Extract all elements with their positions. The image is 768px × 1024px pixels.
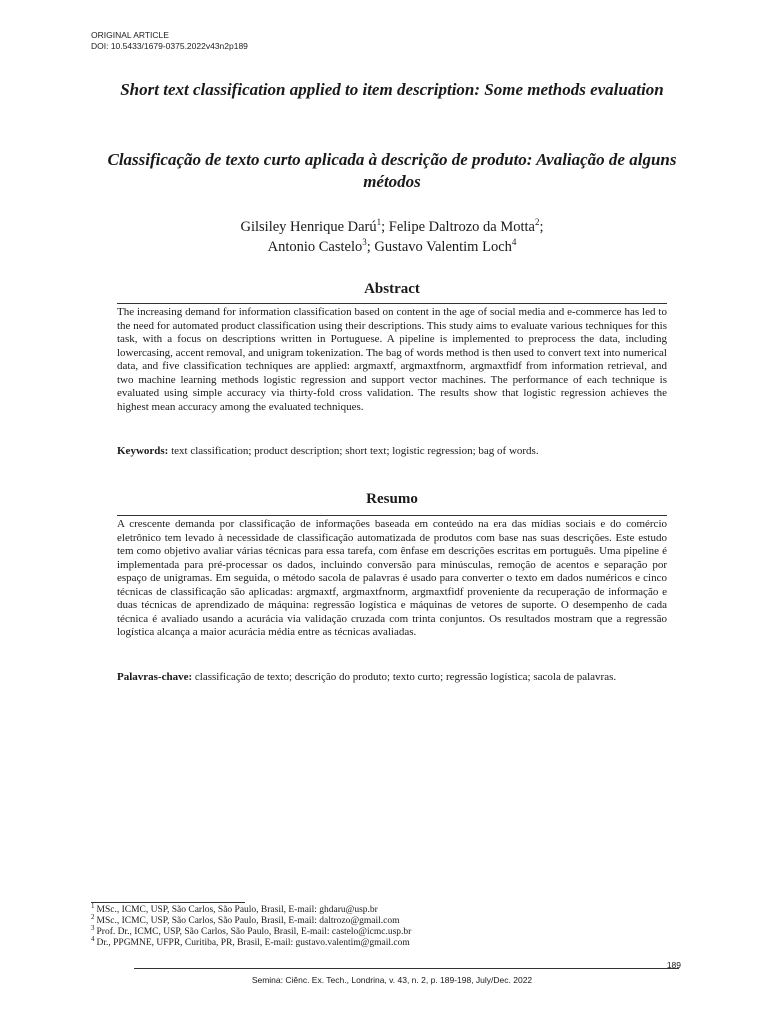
author-separator: ; — [539, 219, 544, 235]
abstract-divider — [117, 303, 667, 304]
author-name: Felipe Daltrozo da Motta — [388, 219, 535, 235]
footnote-item — [91, 923, 412, 938]
footer-divider — [134, 968, 679, 969]
author-affiliation-mark: 1 — [376, 217, 382, 228]
page-number: 189 — [666, 960, 681, 970]
footnote-mark: 1 — [91, 901, 95, 910]
journal-citation: Semina: Ciênc. Ex. Tech., Londrina, v. 43, n. 2, p. 189-198, July/Dec. 2022 — [251, 975, 533, 985]
title-english: Short text classification applied to item description: Some methods evaluation — [120, 80, 664, 99]
palavras-chave-label: Palavras-chave: — [117, 671, 193, 683]
author-name: Gilsiley Henrique Darú — [240, 219, 377, 235]
footnote-text: Prof. Dr., ICMC, USP, São Carlos, São Paulo, Brasil, E-mail: castelo@icmc.usp.br — [96, 927, 412, 937]
footnote-item — [91, 934, 411, 949]
author-affiliation-mark: 4 — [511, 237, 517, 248]
footnotes — [91, 901, 412, 949]
article-type-label: ORIGINAL ARTICLE — [91, 30, 169, 40]
article-header — [91, 30, 248, 52]
doi-label: DOI: 10.5433/1679-0375.2022v43n2p189 — [91, 41, 248, 51]
author-list — [100, 217, 684, 257]
resumo-heading: Resumo — [366, 491, 418, 507]
abstract-text: The increasing demand for information classification based on content in the age of social media and e-commerce has led to the need for automated product classification using their descriptions. This study aims to evaluate various techniques for this task, with a focus on descriptions written in Portuguese. A pipeline is implemented to preprocess the data, including lowercasing, accent removal, and unigram tokenization. The bag of words method is then used to convert text into numerical data, and five classification techniques are applied: argmaxtf, argmaxtfnorm, argmaxtfidf from information retrieval, and two machine learning methods logistic regression and support vector machines. The performance of each technique is evaluated using simple accuracy via thirty-fold cross validation. The results show that logistic regression achieves the highest mean accuracy among the evaluated techniques. — [117, 306, 667, 413]
palavras-chave-value: classificação de texto; descrição do produto; texto curto; regressão logística; sacola de palavras. — [194, 671, 617, 683]
footnote-mark: 2 — [91, 912, 95, 921]
footnote-mark: 3 — [91, 923, 95, 932]
footnote-mark: 4 — [91, 934, 95, 943]
resumo-text: A crescente demanda por classificação de informações baseada em conteúdo na era das mídias sociais e do comércio eletrônico tem levado à necessidade de classificação automatizada de produtos com base nas suas descrições. Este estudo tem como objetivo avaliar várias técnicas para essa tarefa, com ênfase em descrições escritas em português. Uma pipeline é implementada para pré-processar os dados, incluindo conversão para minúsculas, remoção de acentos e separação por espaço de unigramas. Em seguida, o método sacola de palavras é usado para converter o texto em dados numéricos e cinco técnicas de classificação são aplicadas: argmaxtf, argmaxtfnorm, argmaxtfidf proveniente da recuperação de informação e duas técnicas de aprendizado de máquina: regressão logística e máquinas de vetores de suporte. O desempenho de cada técnica é avaliado usando a acurácia via validação cruzada com trinta conjuntos. Os resultados mostram que a regressão logística alcança a maior acurácia média entre as técnicas avaliadas. — [117, 518, 667, 638]
footnote-text: MSc., ICMC, USP, São Carlos, São Paulo, Brasil, E-mail: ghdaru@usp.br — [96, 905, 378, 915]
footnote-divider — [91, 902, 245, 903]
abstract-heading: Abstract — [364, 281, 420, 297]
resumo-keywords — [117, 671, 667, 685]
author-separator: ; — [381, 219, 389, 235]
footnote-text: MSc., ICMC, USP, São Carlos, São Paulo, Brasil, E-mail: daltrozo@gmail.com — [96, 916, 400, 926]
author-name: Antonio Castelo — [267, 239, 363, 255]
author-name: Gustavo Valentim Loch — [374, 239, 512, 255]
resumo-divider — [117, 515, 667, 516]
abstract-keywords — [117, 445, 667, 459]
author-separator: ; — [366, 239, 375, 255]
footnote-text: Dr., PPGMNE, UFPR, Curitiba, PR, Brasil, E-mail: gustavo.valentim@gmail.com — [96, 938, 410, 948]
footnote-item — [91, 901, 411, 916]
author-affiliation-mark: 3 — [362, 237, 367, 248]
author-affiliation-mark: 2 — [534, 217, 540, 228]
keywords-value: text classification; product description; short text; logistic regression; bag of words. — [171, 445, 539, 457]
keywords-label: Keywords: — [117, 445, 169, 457]
title-portuguese: Classificação de texto curto aplicada à descrição de produto: Avaliação de alguns métodos — [107, 150, 677, 191]
footnote-item — [91, 912, 411, 927]
